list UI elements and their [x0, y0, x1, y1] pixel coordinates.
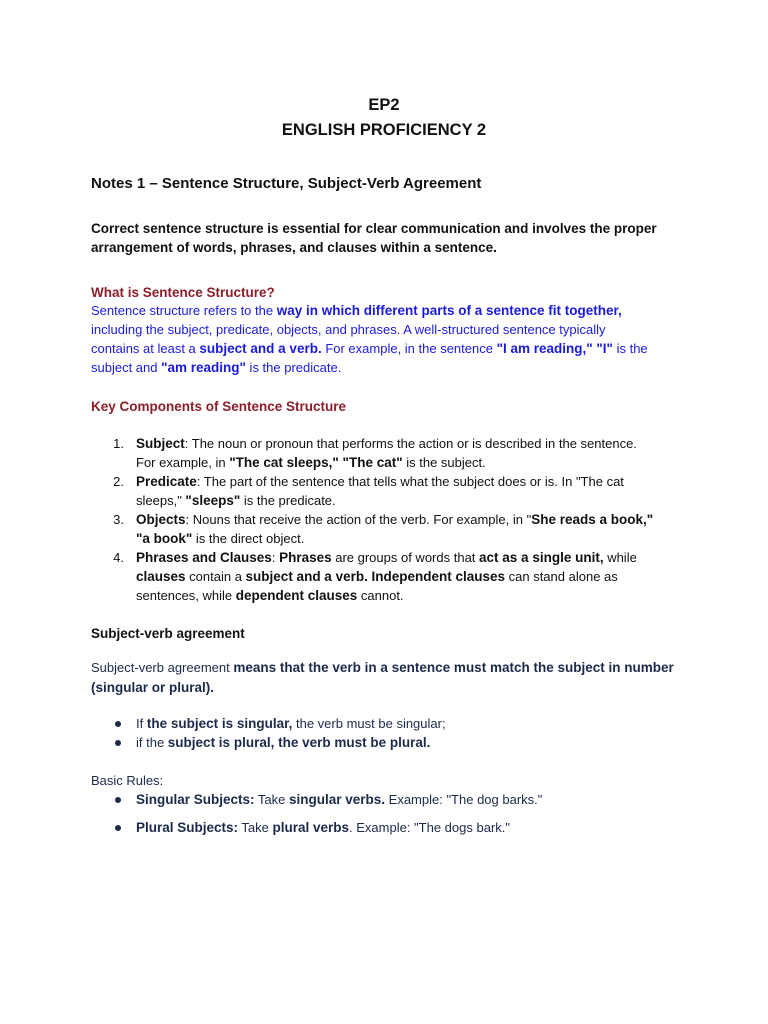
rule-singular	[136, 790, 542, 809]
text-span-bold: clauses	[136, 569, 186, 584]
sva-line-2: (singular or plural).	[91, 680, 215, 695]
text-span-bold: act as a single unit,	[479, 550, 604, 565]
list-item-objects-line-1	[136, 510, 653, 529]
text-span: is the predicate.	[240, 493, 336, 508]
text-span: are groups of words that	[331, 550, 480, 565]
text-span: Subject-verb agreement	[91, 660, 234, 675]
what-is-line-4	[91, 358, 341, 377]
text-span: can stand alone as	[505, 569, 618, 584]
list-item-phrases-line-3	[136, 586, 404, 605]
text-span-bold: "sleeps"	[185, 493, 241, 508]
text-span-bold: subject and a verb.	[245, 569, 368, 584]
text-span-bold: Plural Subjects:	[136, 820, 239, 835]
bullet-dot	[115, 825, 121, 831]
text-span: Take	[238, 820, 273, 835]
list-item-predicate-line-2	[136, 491, 336, 510]
text-span-bold: Phrases and Clauses	[136, 550, 272, 565]
text-span: For example, in the sentence	[321, 341, 497, 356]
what-is-line-1	[91, 301, 622, 320]
text-span: :	[271, 550, 280, 565]
text-span: contains at least a	[91, 341, 200, 356]
text-span: subject and	[91, 360, 162, 375]
rules-heading: Basic Rules:	[91, 773, 164, 788]
text-span: For example, in	[136, 455, 230, 470]
text-span: cannot.	[357, 588, 404, 603]
text-span-bold: the subject is singular,	[146, 716, 293, 731]
components-heading: Key Components of Sentence Structure	[91, 399, 347, 414]
text-span: sleeps,"	[136, 493, 186, 508]
text-span: Sentence structure refers to the	[91, 303, 277, 318]
list-number: 1.	[113, 436, 124, 451]
list-number: 2.	[113, 474, 124, 489]
text-span: is the predicate.	[245, 360, 342, 375]
text-span: if the	[136, 735, 168, 750]
sva-bullet-singular	[136, 714, 446, 733]
text-span-bold: Objects	[136, 512, 186, 527]
text-span: sentences, while	[136, 588, 236, 603]
text-span-bold: "I am reading," "I"	[496, 341, 613, 356]
list-number: 3.	[113, 512, 124, 527]
text-span-bold: Subject	[136, 436, 185, 451]
text-span: : The noun or pronoun that performs the action or is described in the sentence.	[184, 436, 637, 451]
text-span: Example: "The dog barks."	[385, 792, 543, 807]
text-span-bold: Predicate	[136, 474, 197, 489]
text-span: If	[136, 716, 147, 731]
text-span-bold: "am reading"	[161, 360, 246, 375]
rule-plural	[136, 818, 510, 837]
list-item-subject-line-1	[136, 434, 637, 453]
text-span: : Nouns that receive the action of the verb. For example, in "	[185, 512, 532, 527]
intro-line-1: Correct sentence structure is essential for clear communication and involves the proper	[91, 221, 657, 236]
text-span-bold: singular verbs.	[288, 792, 386, 807]
text-span-bold: She reads a book,"	[531, 512, 654, 527]
bullet-dot	[115, 740, 121, 746]
text-span-bold: "a book"	[136, 531, 193, 546]
text-span: contain a	[185, 569, 246, 584]
text-span-bold: dependent clauses	[235, 588, 358, 603]
intro-line-2: arrangement of words, phrases, and clauses within a sentence.	[91, 240, 497, 255]
sva-heading: Subject-verb agreement	[91, 626, 245, 641]
text-span: : The part of the sentence that tells what the subject does or is. In "The cat	[196, 474, 624, 489]
text-span: Take	[254, 792, 289, 807]
text-span-bold: Singular Subjects:	[136, 792, 255, 807]
text-span: is the subject.	[402, 455, 486, 470]
course-title: ENGLISH PROFICIENCY 2	[281, 121, 487, 139]
what-is-line-2: including the subject, predicate, objects, and phrases. A well-structured sentence typically	[91, 322, 606, 337]
text-span: is the	[612, 341, 648, 356]
notes-title: Notes 1 – Sentence Structure, Subject-Verb Agreement	[91, 175, 482, 192]
list-number: 4.	[113, 550, 124, 565]
text-span-bold: subject and a verb.	[199, 341, 322, 356]
list-item-predicate-line-1	[136, 472, 624, 491]
sva-bullet-plural	[136, 733, 430, 752]
text-span: the verb must be singular;	[292, 716, 446, 731]
text-span-bold: way in which different parts of a sentence fit together,	[276, 303, 622, 318]
course-code: EP2	[368, 96, 400, 114]
text-span: is the direct object.	[192, 531, 305, 546]
text-span: while	[603, 550, 637, 565]
text-span: . Example: "The dogs bark."	[349, 820, 510, 835]
text-span-bold: Independent clauses	[371, 569, 506, 584]
list-item-phrases-line-1	[136, 548, 637, 567]
sva-line-1	[91, 658, 674, 677]
text-span-bold: subject is plural, the verb must be plural.	[167, 735, 431, 750]
list-item-phrases-line-2	[136, 567, 618, 586]
what-is-heading: What is Sentence Structure?	[91, 285, 275, 300]
text-span-bold: "The cat sleeps," "The cat"	[229, 455, 403, 470]
list-item-subject-line-2	[136, 453, 486, 472]
text-span-bold: Phrases	[279, 550, 332, 565]
text-span-bold: means that the verb in a sentence must match the subject in number	[233, 660, 674, 675]
bullet-dot	[115, 721, 121, 727]
list-item-objects-line-2	[136, 529, 304, 548]
bullet-dot	[115, 797, 121, 803]
text-span-bold: plural verbs	[272, 820, 350, 835]
what-is-line-3	[91, 339, 648, 358]
